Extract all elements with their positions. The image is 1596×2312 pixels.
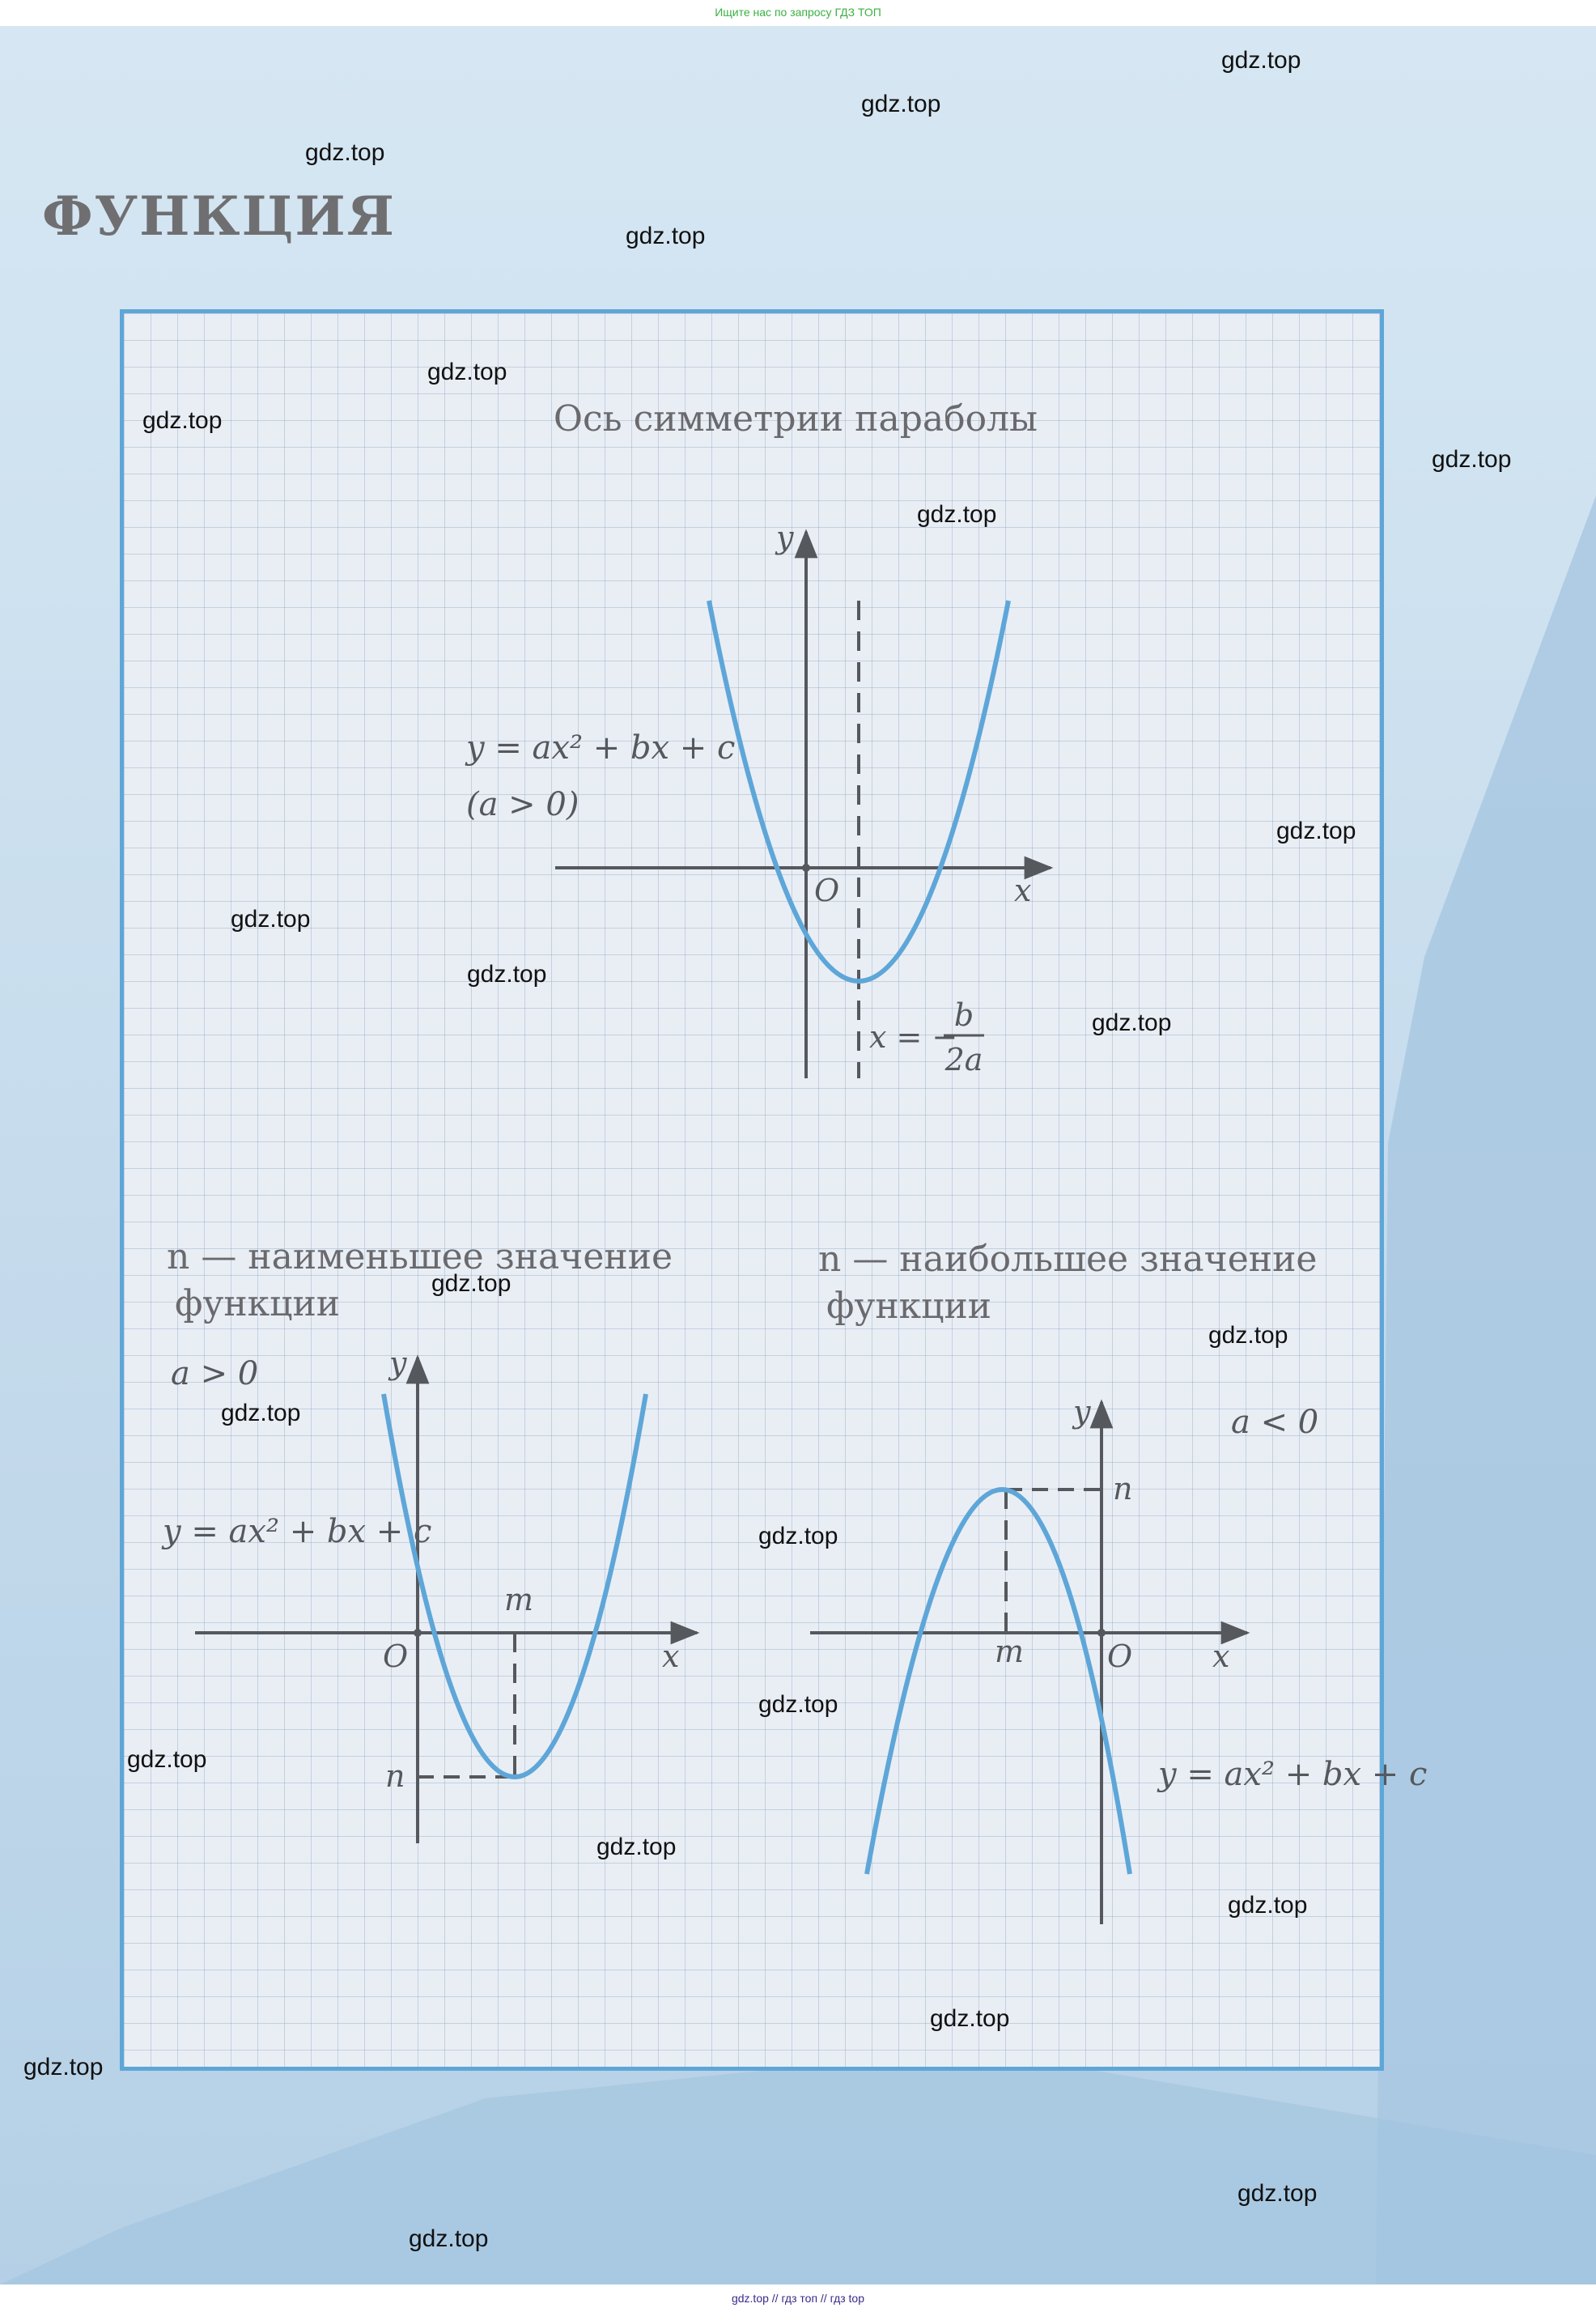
watermark: gdz.top	[231, 906, 311, 933]
figure3-caption-line2: функции	[826, 1286, 992, 1327]
watermark: gdz.top	[467, 961, 547, 988]
figure3-n-label: n	[1113, 1471, 1133, 1507]
figure-minimum	[161, 1236, 697, 1843]
figure2-caption-line1: n — наименьшее значение	[167, 1236, 673, 1277]
watermark: gdz.top	[596, 1834, 677, 1860]
figure1-axis-eq-den: 2a	[944, 1042, 983, 1077]
watermark: gdz.top	[1228, 1892, 1308, 1919]
watermark: gdz.top	[1432, 446, 1512, 473]
figure3-m-label: m	[995, 1634, 1025, 1669]
watermark: gdz.top	[861, 91, 941, 117]
chapter-title: ФУНКЦИЯ	[42, 185, 396, 248]
watermark: gdz.top	[1208, 1322, 1288, 1349]
watermark: gdz.top	[626, 223, 706, 249]
figure1-condition: (a > 0)	[466, 786, 579, 823]
figure3-condition: a < 0	[1231, 1404, 1319, 1441]
figure3-origin-label: O	[1107, 1638, 1133, 1674]
watermark: gdz.top	[1221, 47, 1301, 74]
figure1-origin-label: O	[814, 873, 840, 908]
figure3-caption-line1: n — наибольшее значение	[818, 1239, 1318, 1280]
figure-frame	[120, 309, 1428, 2071]
watermark: gdz.top	[917, 501, 997, 528]
figure2-equation: y = ax² + bx + c	[163, 1513, 432, 1550]
figure1-axis-eq-num: b	[953, 997, 974, 1033]
watermark: gdz.top	[431, 1270, 511, 1297]
watermark: gdz.top	[930, 2005, 1010, 2032]
figures-svg	[124, 313, 1428, 2067]
watermark: gdz.top	[305, 139, 385, 166]
figure3-equation: y = ax² + bx + c	[1158, 1756, 1428, 1793]
watermark: gdz.top	[427, 359, 507, 385]
figure1-title: Ось симметрии параболы	[553, 398, 1038, 440]
figure1-origin-point	[802, 864, 810, 872]
figure2-n-label: n	[385, 1758, 405, 1794]
watermark: gdz.top	[1092, 1009, 1172, 1036]
bottom-banner: gdz.top // гдз топ // гдз top	[0, 2284, 1596, 2312]
figure2-m-label: m	[504, 1582, 534, 1617]
watermark: gdz.top	[758, 1691, 838, 1718]
figure1-x-label: x	[1014, 873, 1032, 908]
figure3-x-label: x	[1212, 1638, 1230, 1674]
figure2-origin-label: O	[383, 1638, 409, 1674]
figure1-axis-eq-prefix: x = −	[869, 1019, 958, 1055]
figure2-condition: a > 0	[171, 1355, 259, 1392]
figure1-equation: y = ax² + bx + c	[466, 729, 736, 767]
figure1-y-label: y	[776, 520, 794, 555]
watermark: gdz.top	[142, 407, 223, 434]
figure2-origin-point	[414, 1629, 422, 1637]
watermark: gdz.top	[127, 1746, 207, 1773]
figure2-x-label: x	[662, 1638, 680, 1674]
watermark: gdz.top	[221, 1400, 301, 1426]
figure-symmetry-axis	[465, 398, 1051, 1078]
textbook-page	[0, 26, 1596, 2284]
watermark: gdz.top	[409, 2225, 489, 2252]
figure3-origin-point	[1097, 1629, 1106, 1637]
top-banner: Ищите нас по запросу ГДЗ ТОП	[0, 0, 1596, 26]
watermark: gdz.top	[23, 2054, 104, 2080]
figure3-parabola	[867, 1490, 1133, 1874]
figure3-y-label: y	[1073, 1394, 1091, 1430]
figure2-y-label: y	[389, 1345, 407, 1381]
watermark: gdz.top	[1237, 2180, 1318, 2207]
figure-maximum	[810, 1239, 1427, 1924]
watermark: gdz.top	[758, 1523, 838, 1549]
watermark: gdz.top	[1276, 818, 1356, 844]
figure2-caption-line2: функции	[175, 1283, 341, 1324]
